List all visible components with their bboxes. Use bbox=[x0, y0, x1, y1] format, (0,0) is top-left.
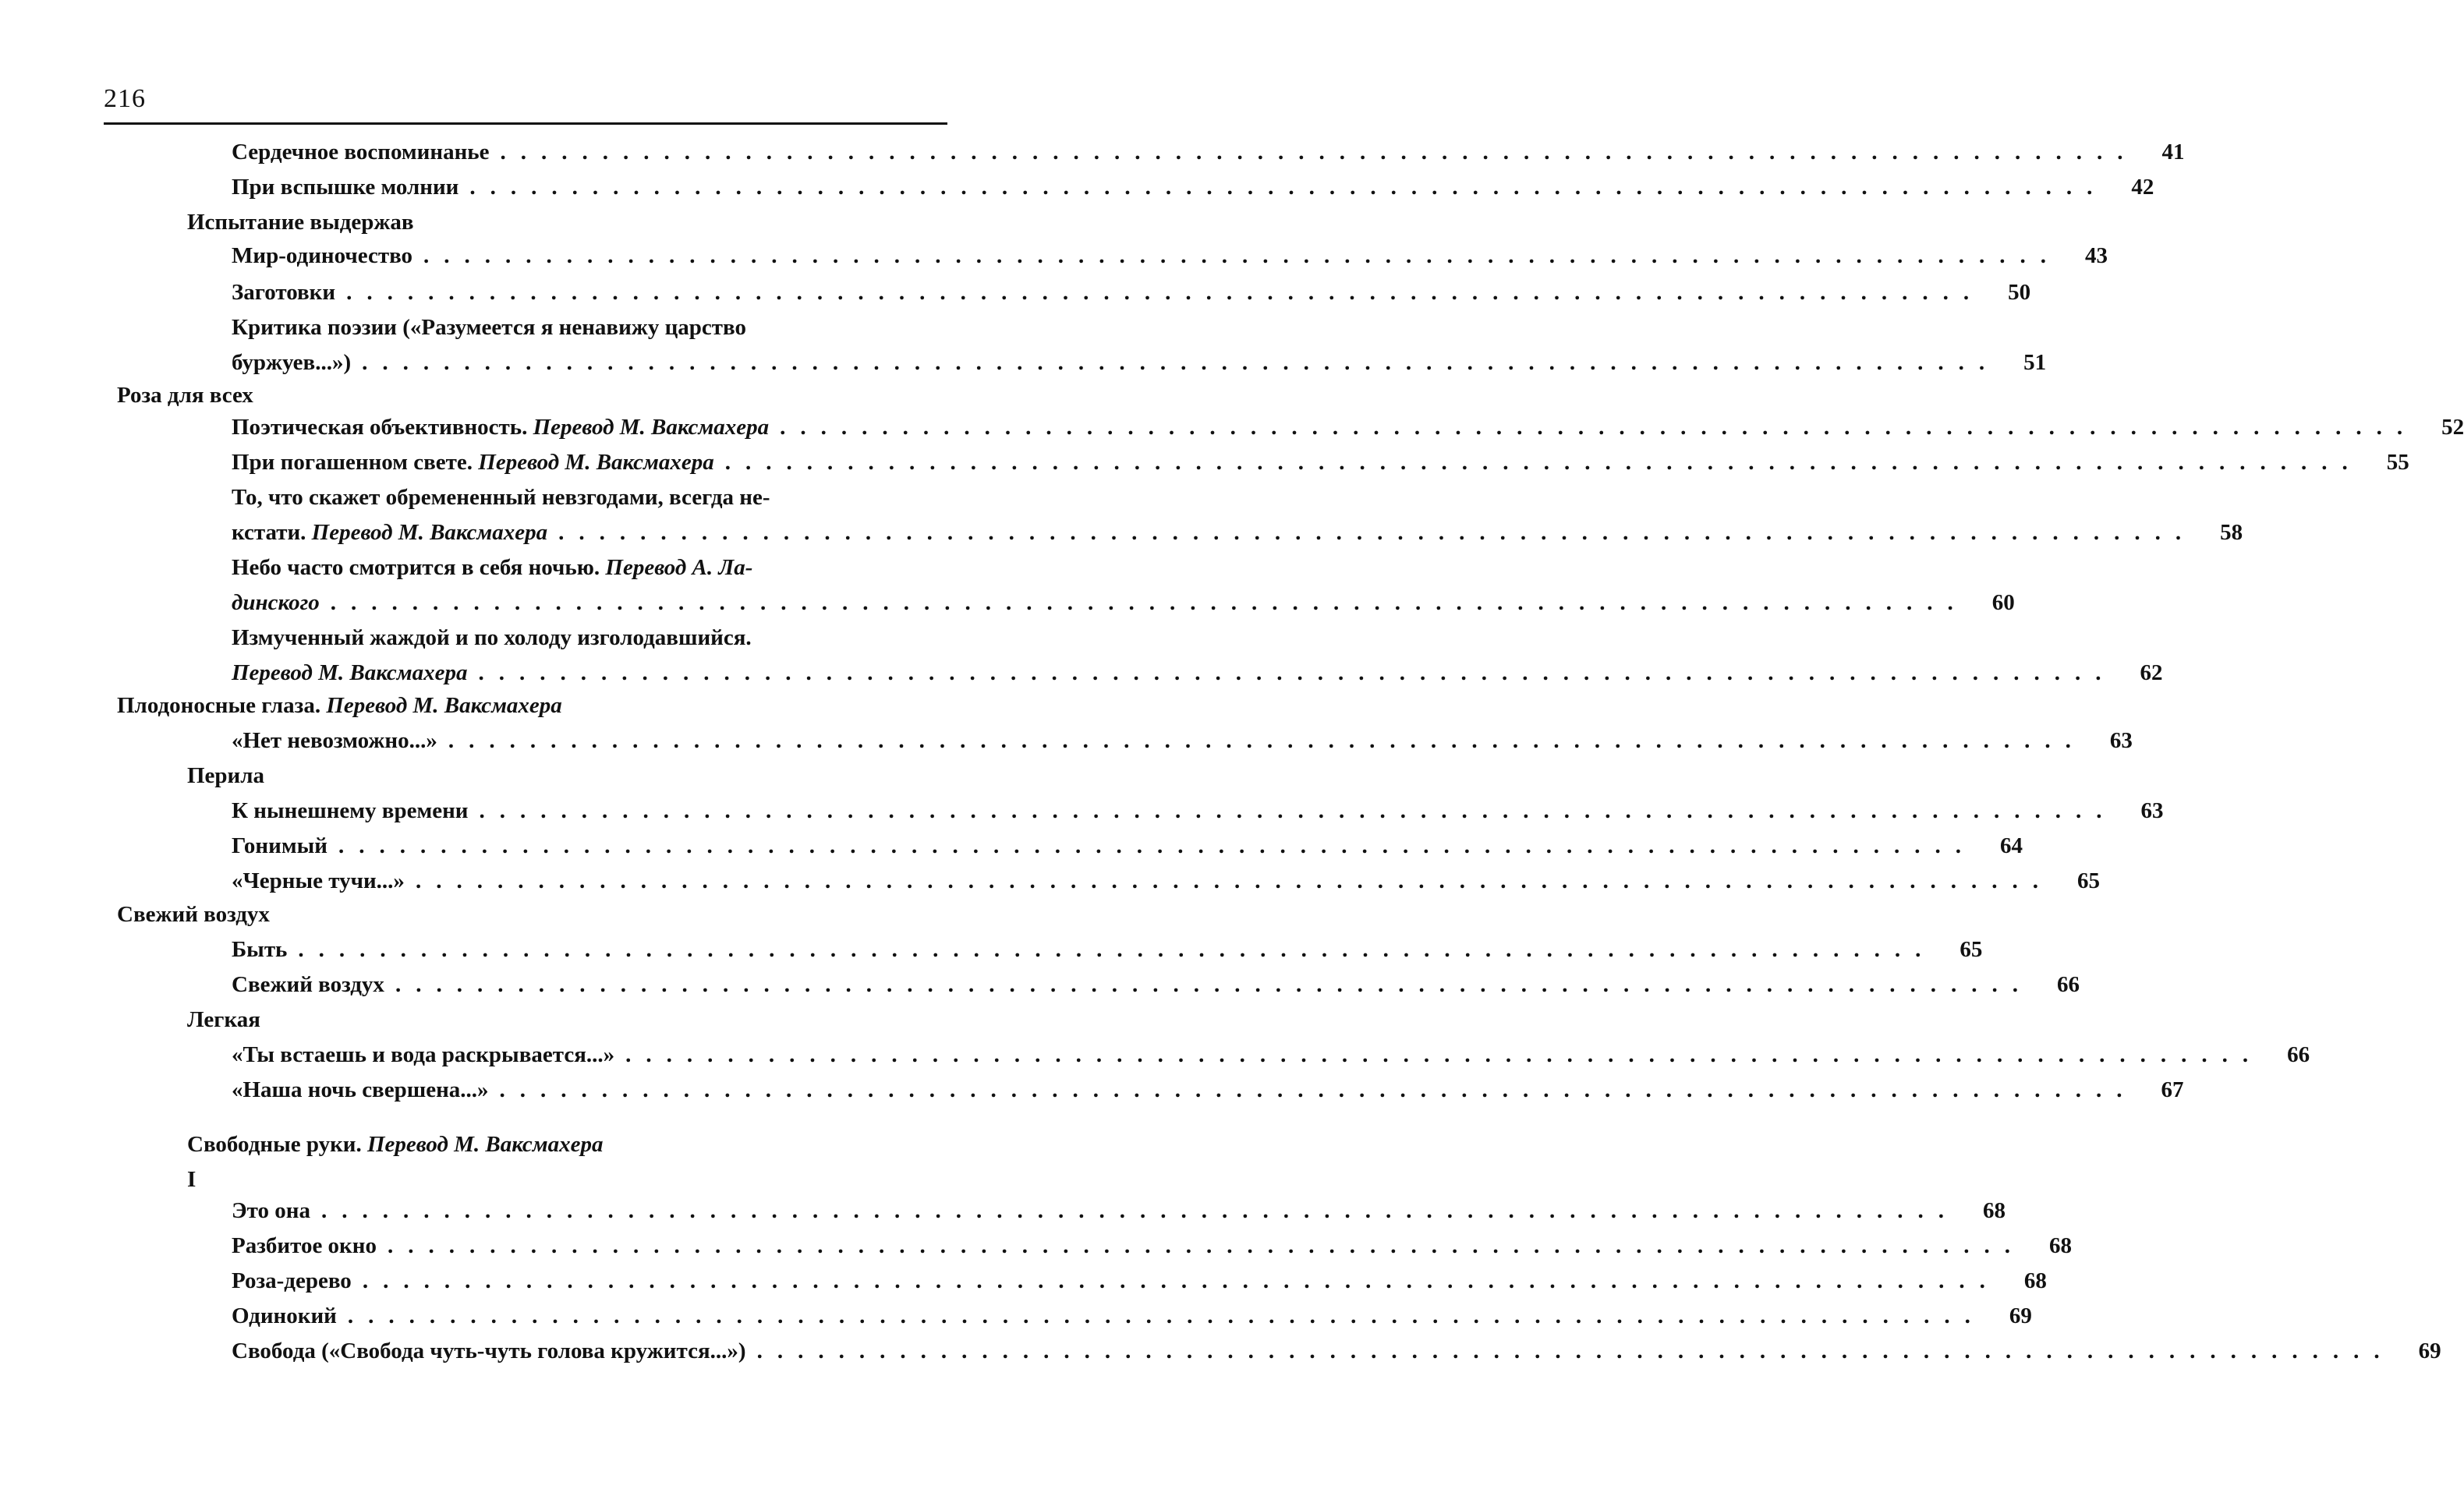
toc-leader-dots: ................................................................................ bbox=[469, 175, 2108, 200]
toc-entry-text: Легкая bbox=[187, 1007, 260, 1032]
toc-entry-translator: Перевод М. Ваксмахера bbox=[367, 1132, 604, 1157]
toc-entry bbox=[232, 275, 2031, 309]
toc-entry bbox=[232, 480, 951, 515]
page-number: 216 bbox=[104, 84, 146, 113]
toc-entry bbox=[232, 656, 2163, 690]
toc-entry-title bbox=[232, 829, 327, 863]
toc-entry-title bbox=[232, 1264, 352, 1298]
toc-entry bbox=[187, 759, 951, 793]
toc-page-number: 60 bbox=[1991, 590, 2015, 615]
toc-entry-text: Испытание выдержав bbox=[187, 210, 414, 235]
toc-entry-title bbox=[232, 410, 769, 444]
toc-entry bbox=[232, 135, 2185, 169]
toc-leader-dots: ................................................................................ bbox=[346, 280, 1984, 305]
toc-leader-dots: ................................................................................ bbox=[362, 350, 2000, 375]
toc-leader-dots: ................................................................................ bbox=[362, 1268, 2000, 1293]
toc-entry bbox=[232, 310, 951, 345]
toc-entry-title bbox=[187, 759, 264, 793]
toc-entry bbox=[232, 621, 951, 655]
toc-entry-translator: Перевод М. Ваксмахера bbox=[478, 450, 714, 475]
toc-entry-text: Одинокий bbox=[232, 1303, 337, 1328]
toc-page-number: 52 bbox=[2441, 415, 2464, 440]
toc-entry-title bbox=[117, 378, 253, 412]
toc-entry bbox=[232, 932, 1983, 967]
toc-entry bbox=[232, 239, 2108, 273]
toc-entry bbox=[232, 864, 2100, 898]
toc-entry-title bbox=[232, 345, 351, 380]
toc-entry-title bbox=[117, 897, 270, 932]
toc-leader-dots: ................................................................................ bbox=[625, 1042, 2264, 1067]
toc-entry-title bbox=[232, 967, 384, 1002]
toc-page-number: 63 bbox=[2109, 728, 2133, 753]
toc-leader-dots: ................................................................................ bbox=[500, 140, 2138, 164]
toc-page-number: 63 bbox=[2140, 798, 2164, 823]
toc-page-number: 62 bbox=[2140, 660, 2163, 685]
toc-entry-text: «Наша ночь свершена...» bbox=[232, 1077, 489, 1102]
toc-entry-title bbox=[232, 932, 287, 967]
toc-leader-dots: ................................................................................ bbox=[347, 1303, 1985, 1328]
toc-leader-dots: ................................................................................ bbox=[387, 1233, 2025, 1258]
toc-entry-translator: Перевод М. Ваксмахера bbox=[533, 415, 770, 440]
toc-entry-title bbox=[232, 585, 320, 620]
toc-entry-translator: Перевод А. Ла- bbox=[605, 555, 753, 580]
toc-entry-text: Критика поэзии («Разумеется я ненавижу царство bbox=[232, 315, 746, 340]
toc-entry bbox=[232, 967, 2080, 1002]
toc-entry-title bbox=[232, 1299, 337, 1333]
toc-entry bbox=[232, 1229, 2072, 1263]
toc-entry-text: Это она bbox=[232, 1198, 310, 1223]
toc-entry bbox=[117, 897, 951, 932]
toc-page-number: 69 bbox=[2418, 1339, 2441, 1363]
toc-entry-title bbox=[232, 1073, 489, 1107]
toc-leader-dots: ................................................................................ bbox=[499, 1077, 2137, 1102]
toc-entry bbox=[187, 1162, 951, 1197]
toc-page-number: 55 bbox=[2386, 450, 2409, 475]
toc-page-number: 65 bbox=[2076, 868, 2100, 893]
toc-leader-dots: ................................................................................ bbox=[395, 972, 2033, 997]
toc-entry-text: Плодоносные глаза. bbox=[117, 693, 321, 718]
toc-leader-dots: ................................................................................ bbox=[321, 1198, 1959, 1223]
toc-entry-text: Свободные руки. bbox=[187, 1132, 362, 1157]
toc-entry-title bbox=[187, 1127, 603, 1162]
toc-entry-translator: динского bbox=[232, 590, 320, 615]
toc-entry bbox=[232, 829, 2023, 863]
toc-leader-dots: ................................................................................ bbox=[298, 937, 1936, 962]
toc-entry-title bbox=[232, 239, 412, 273]
toc-page-number: 68 bbox=[1983, 1198, 2006, 1223]
toc-entry-title bbox=[232, 170, 458, 204]
toc-entry-title bbox=[232, 310, 746, 345]
toc-entry-title bbox=[187, 1162, 196, 1197]
toc-entry-title bbox=[232, 480, 770, 515]
toc-entry bbox=[232, 1073, 2184, 1107]
toc-page-number: 66 bbox=[2056, 972, 2080, 997]
toc-entry-title bbox=[232, 135, 490, 169]
toc-entry-text: буржуев...») bbox=[232, 350, 352, 375]
toc-entry-text: То, что скажет обремененный невзгодами, всегда не- bbox=[232, 485, 770, 510]
toc-entry bbox=[232, 723, 2133, 758]
toc-entry bbox=[232, 410, 2464, 444]
toc-entry-text: К нынешнему времени bbox=[232, 798, 469, 823]
toc-entry-text: «Ты встаешь и вода раскрывается...» bbox=[232, 1042, 615, 1067]
toc-leader-dots: ................................................................................ bbox=[338, 833, 1976, 858]
toc-entry-text: Роза для всех bbox=[117, 383, 253, 408]
toc-entry-text: Свобода («Свобода чуть-чуть голова кружится...») bbox=[232, 1339, 746, 1363]
toc-entry-title bbox=[232, 723, 437, 758]
toc-page-number: 68 bbox=[2048, 1233, 2072, 1258]
toc-entry-text: При вспышке молнии bbox=[232, 175, 459, 200]
toc-page-number: 67 bbox=[2161, 1077, 2184, 1102]
toc-entry-text: Быть bbox=[232, 937, 288, 962]
toc-entry bbox=[232, 550, 951, 585]
toc-leader-dots: ................................................................................ bbox=[756, 1339, 2395, 1363]
toc-entry bbox=[117, 688, 951, 723]
toc-leader-dots: ................................................................................ bbox=[423, 243, 2062, 268]
toc-entry bbox=[232, 1299, 2032, 1333]
toc-entry bbox=[232, 1194, 2006, 1228]
toc-entry bbox=[232, 345, 2047, 380]
toc-page-number: 42 bbox=[2131, 175, 2154, 200]
toc-entry bbox=[187, 205, 951, 239]
toc-page-number: 68 bbox=[2023, 1268, 2047, 1293]
toc-entry-text: При погашенном свете. bbox=[232, 450, 473, 475]
toc-entry bbox=[232, 1038, 2310, 1072]
toc-entry-translator: Перевод М. Ваксмахера bbox=[232, 660, 468, 685]
toc-entry bbox=[232, 445, 2409, 479]
toc-entry-text: Роза-дерево bbox=[232, 1268, 352, 1293]
toc-leader-dots: ................................................................................ bbox=[448, 728, 2086, 753]
toc-entry-title bbox=[232, 1194, 310, 1228]
toc-entry-title bbox=[187, 1003, 260, 1037]
toc-entry-text: I bbox=[187, 1167, 196, 1192]
toc-entry bbox=[232, 170, 2154, 204]
toc-entry-translator: Перевод М. Ваксмахера bbox=[311, 520, 548, 545]
toc-entry-text: Поэтическая объективность. bbox=[232, 415, 528, 440]
toc-entry-text: кстати. bbox=[232, 520, 306, 545]
toc-entry bbox=[187, 1127, 951, 1162]
toc-leader-dots: ................................................................................ bbox=[478, 660, 2116, 685]
toc-page-number: 58 bbox=[2220, 520, 2243, 545]
toc-entry-text: Разбитое окно bbox=[232, 1233, 377, 1258]
toc-entry-title bbox=[232, 864, 405, 898]
toc-entry bbox=[232, 585, 2015, 620]
toc-page-number: 66 bbox=[2287, 1042, 2310, 1067]
toc-entry-translator: Перевод М. Ваксмахера bbox=[326, 693, 562, 718]
toc-entry-title bbox=[232, 1038, 614, 1072]
toc-entry-title bbox=[232, 656, 467, 690]
toc-entry bbox=[187, 1003, 951, 1037]
toc-entry-title bbox=[232, 621, 752, 655]
toc-entry-title bbox=[187, 205, 414, 239]
toc-page-number: 65 bbox=[1960, 937, 1983, 962]
toc-entry-text: Свежий воздух bbox=[232, 972, 384, 997]
toc-entry-title bbox=[232, 515, 547, 550]
toc-leader-dots: ................................................................................ bbox=[780, 415, 2418, 440]
toc-entry-title bbox=[232, 794, 468, 828]
toc-leader-dots: ................................................................................ bbox=[415, 868, 2053, 893]
toc-entry-text: «Нет невозможно...» bbox=[232, 728, 437, 753]
toc-entry-text: Небо часто смотрится в себя ночью. bbox=[232, 555, 600, 580]
toc-page-number: 51 bbox=[2023, 350, 2047, 375]
toc-entry bbox=[232, 515, 2243, 550]
toc-entry-text: Заготовки bbox=[232, 280, 336, 305]
toc-leader-dots: ................................................................................ bbox=[724, 450, 2363, 475]
toc-leader-dots: ................................................................................ bbox=[558, 520, 2197, 545]
toc-entry-text: «Черные тучи...» bbox=[232, 868, 405, 893]
toc-leader-dots: ................................................................................ bbox=[479, 798, 2117, 823]
toc-page-number: 50 bbox=[2008, 280, 2031, 305]
toc-entry-text: Сердечное воспоминанье bbox=[232, 140, 490, 164]
toc-page-number: 64 bbox=[1999, 833, 2023, 858]
toc-entry-title bbox=[232, 275, 335, 309]
toc-entry bbox=[117, 378, 951, 412]
toc-entry-title bbox=[232, 445, 714, 479]
toc-entry bbox=[232, 794, 2164, 828]
toc-entry-title bbox=[232, 1229, 377, 1263]
toc-entry-title bbox=[232, 1334, 746, 1368]
toc-entry bbox=[232, 1334, 2441, 1368]
toc-entry-text: Перила bbox=[187, 763, 265, 788]
toc-entry-text: Измученный жаждой и по холоду изголодавшийся. bbox=[232, 625, 752, 650]
toc-entry-title bbox=[117, 688, 562, 723]
toc-leader-dots: ................................................................................ bbox=[330, 590, 1968, 615]
toc-entry-text: Свежий воздух bbox=[117, 902, 270, 927]
toc-page-number: 41 bbox=[2161, 140, 2185, 164]
toc-page-number: 43 bbox=[2085, 243, 2108, 268]
toc-entry bbox=[232, 1264, 2047, 1298]
toc-entry-text: Гонимый bbox=[232, 833, 327, 858]
toc-entry-text: Мир-одиночество bbox=[232, 243, 413, 268]
toc-page-number: 69 bbox=[2009, 1303, 2032, 1328]
toc-entry-title bbox=[232, 550, 752, 585]
